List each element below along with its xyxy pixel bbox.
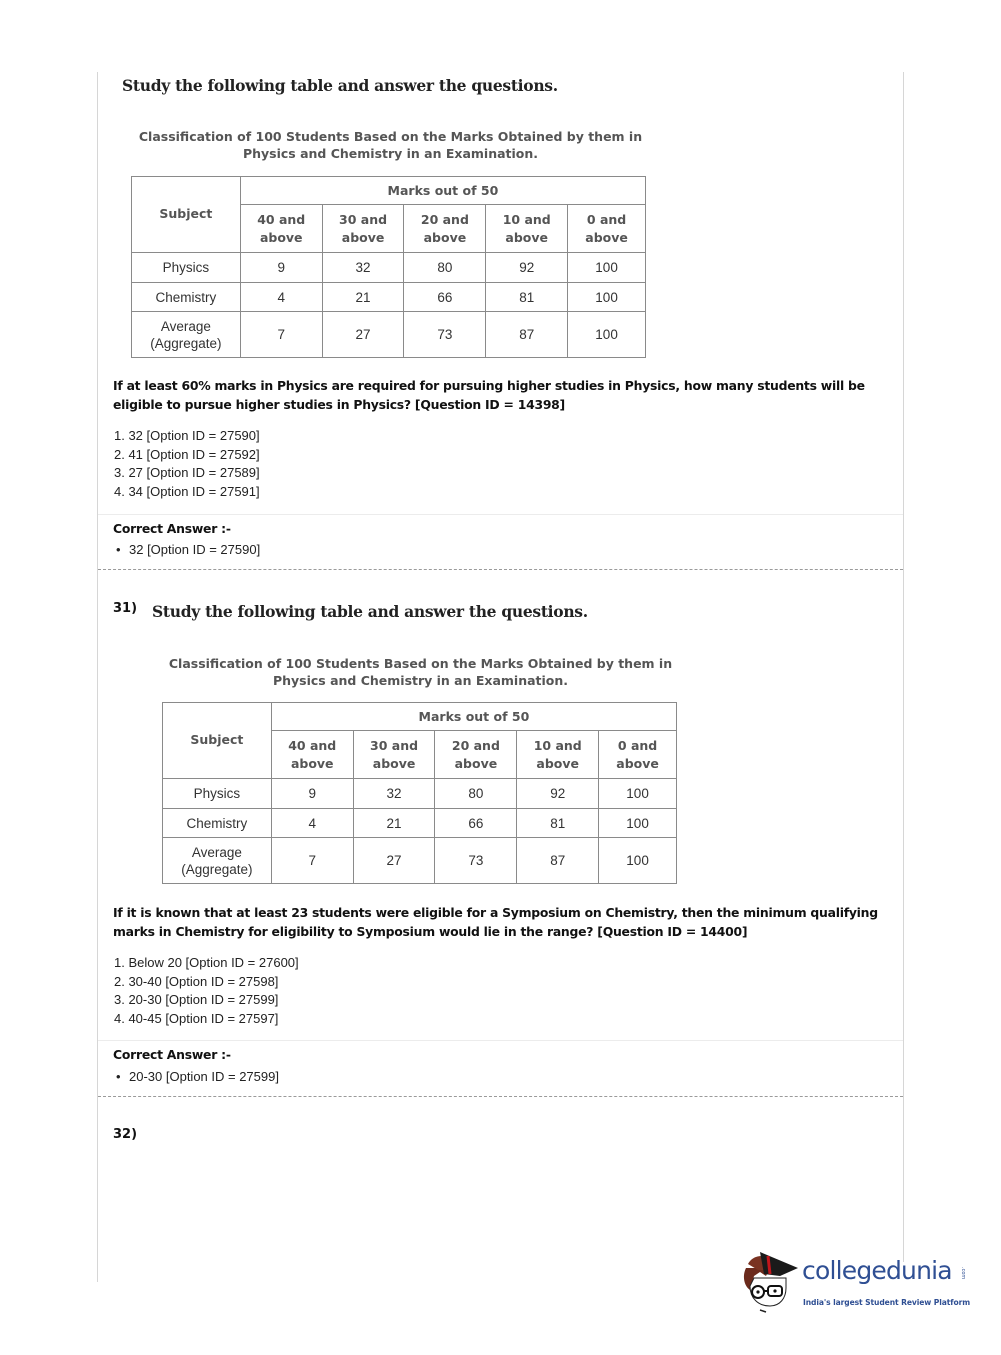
correct-answer-label: Correct Answer :-: [113, 521, 231, 536]
table-cell: 9: [240, 253, 322, 283]
table-cell: 92: [517, 779, 599, 809]
row-label: Physics: [163, 779, 272, 809]
column-header-line1: 40 and: [288, 737, 337, 753]
column-header-line1: 0 and: [586, 211, 627, 227]
table-row: [163, 838, 677, 884]
column-header: [435, 731, 517, 779]
column-header-line2: above: [372, 755, 416, 771]
column-header: [568, 205, 646, 253]
table-cell: 32: [353, 779, 435, 809]
table-cell: 73: [404, 312, 486, 358]
column-header-line1: 30 and: [370, 737, 419, 753]
table-cell: 100: [599, 838, 677, 884]
column-header-line2: above: [454, 755, 498, 771]
column-header-line1: 20 and: [420, 211, 469, 227]
table-cell: 21: [353, 809, 435, 838]
column-header: [322, 205, 404, 253]
table-caption-line2: Physics and Chemistry in an Examination.: [272, 673, 569, 688]
column-header-line2: above: [423, 229, 467, 245]
question-separator: [98, 569, 903, 570]
table-cell: 100: [568, 283, 646, 312]
column-header-line1: 0 and: [617, 737, 658, 753]
table-caption-line1: Classification of 100 Students Based on the Marks Obtained by them in: [168, 656, 673, 671]
table-cell: 80: [404, 253, 486, 283]
table-row: [132, 283, 646, 312]
table-cell: 21: [322, 283, 404, 312]
logo-suffix: .com: [960, 1267, 966, 1280]
table-cell: 73: [435, 838, 517, 884]
table-cell: 7: [271, 838, 353, 884]
table-cell: 27: [322, 312, 404, 358]
row-label-line2: (Aggregate): [181, 861, 253, 877]
row-label-line1: Average: [191, 844, 242, 860]
collegedunia-logo[interactable]: [740, 1246, 980, 1316]
page-border-left: [97, 72, 98, 1282]
options-list: [114, 954, 299, 1028]
column-header-line2: above: [616, 755, 659, 771]
column-header-line2: above: [290, 755, 334, 771]
question-separator: [98, 1096, 903, 1097]
table-cell: 32: [322, 253, 404, 283]
subject-header: Subject: [132, 177, 241, 253]
option-item: 2. 41 [Option ID = 27592]: [114, 446, 260, 462]
option-item: 3. 27 [Option ID = 27589]: [114, 465, 260, 480]
table-cell: 7: [240, 312, 322, 358]
next-question-number: 32): [113, 1127, 138, 1142]
table-cell: 4: [240, 283, 322, 312]
page-border-right: [903, 72, 904, 1262]
bullet-icon: •: [116, 542, 121, 557]
table-cell: 100: [568, 253, 646, 283]
correct-answer-text: 32 [Option ID = 27590]: [129, 542, 261, 557]
question-text: If it is known that at least 23 students were eligible for a Symposium on Chemistry, then the minimum qualifying marks in Chemistry for eligibility to Symposium would lie in the range? [Question ID = 14400]: [113, 905, 878, 939]
column-header: [404, 205, 486, 253]
table-cell: 81: [517, 809, 599, 838]
correct-answer-label: Correct Answer :-: [113, 1047, 231, 1062]
bullet-icon: •: [116, 1069, 121, 1084]
table-cell: 66: [404, 283, 486, 312]
table-row: [132, 312, 646, 358]
table-cell: 100: [568, 312, 646, 358]
table-cell: 27: [353, 838, 435, 884]
column-header-line2: above: [585, 229, 628, 245]
subject-header: Subject: [163, 703, 272, 779]
row-label: Physics: [132, 253, 241, 283]
option-item: 2. 30-40 [Option ID = 27598]: [114, 973, 279, 989]
column-header-line1: 10 and: [533, 737, 582, 753]
column-header-line1: 30 and: [339, 211, 388, 227]
question-number: 31): [113, 601, 138, 616]
column-header-line2: above: [341, 229, 385, 245]
table-caption-line2: Physics and Chemistry in an Examination.: [242, 146, 539, 161]
column-header: [517, 731, 599, 779]
section-instruction: Study the following table and answer the questions.: [152, 602, 588, 621]
correct-answer-text: 20-30 [Option ID = 27599]: [129, 1069, 279, 1084]
option-item: 1. Below 20 [Option ID = 27600]: [114, 955, 299, 970]
row-label-line1: Average: [160, 318, 211, 334]
table-caption: [143, 655, 698, 689]
marks-group-header: Marks out of 50: [240, 177, 645, 205]
column-header-line2: above: [505, 229, 549, 245]
table-cell: 92: [486, 253, 568, 283]
correct-answer-value: [116, 542, 260, 557]
column-header-line2: above: [259, 229, 303, 245]
column-header-line1: 40 and: [257, 211, 306, 227]
marks-table: [162, 702, 677, 884]
table-cell: 81: [486, 283, 568, 312]
table-cell: 66: [435, 809, 517, 838]
row-label-line2: (Aggregate): [150, 335, 222, 351]
answer-divider: [98, 514, 903, 515]
option-item: 1. 32 [Option ID = 27590]: [114, 428, 260, 443]
question-text: If at least 60% marks in Physics are required for pursuing higher studies in Physics, how many students will be eligible to pursue higher studies in Physics? [Question ID = 14398]: [113, 378, 865, 412]
option-item: 4. 34 [Option ID = 27591]: [114, 483, 260, 499]
option-item: 4. 40-45 [Option ID = 27597]: [114, 1010, 279, 1026]
option-item: 3. 20-30 [Option ID = 27599]: [114, 992, 279, 1007]
table-cell: 100: [599, 809, 677, 838]
options-list: [114, 427, 260, 501]
table-caption: [113, 128, 668, 162]
logo-tagline: India's largest Student Review Platform: [803, 1298, 971, 1307]
mascot-icon: [740, 1246, 804, 1316]
table-caption-line1: Classification of 100 Students Based on the Marks Obtained by them in: [138, 129, 643, 144]
table-cell: 100: [599, 779, 677, 809]
row-label: [163, 838, 272, 884]
answer-divider: [98, 1040, 903, 1041]
column-header: [271, 731, 353, 779]
table-cell: 4: [271, 809, 353, 838]
column-header-line1: 20 and: [451, 737, 500, 753]
table-cell: 87: [517, 838, 599, 884]
row-label: Chemistry: [163, 809, 272, 838]
column-header: [353, 731, 435, 779]
logo-wordmark: collegedunia: [802, 1256, 952, 1285]
row-label: [132, 312, 241, 358]
table-cell: 9: [271, 779, 353, 809]
section-instruction: Study the following table and answer the questions.: [122, 76, 558, 95]
table-row: [163, 809, 677, 838]
row-label: Chemistry: [132, 283, 241, 312]
table-cell: 80: [435, 779, 517, 809]
column-header: [486, 205, 568, 253]
table-row: [132, 253, 646, 283]
table-row: [163, 779, 677, 809]
column-header-line2: above: [536, 755, 580, 771]
marks-group-header: Marks out of 50: [271, 703, 676, 731]
correct-answer-value: [116, 1069, 279, 1084]
column-header: [240, 205, 322, 253]
column-header-line1: 10 and: [502, 211, 551, 227]
marks-table: [131, 176, 646, 358]
table-cell: 87: [486, 312, 568, 358]
column-header: [599, 731, 677, 779]
